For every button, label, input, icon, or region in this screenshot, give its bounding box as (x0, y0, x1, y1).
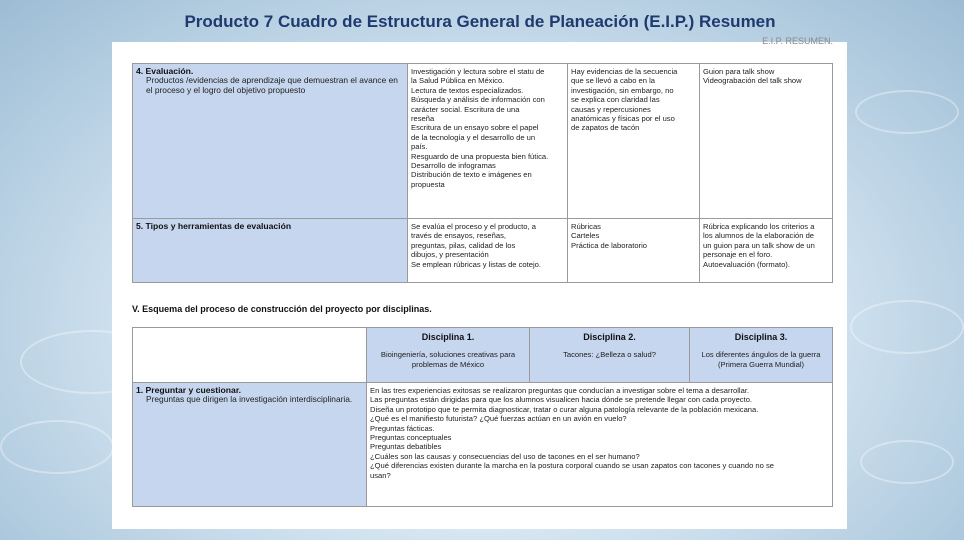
cell-line: propuesta (411, 179, 445, 189)
cell-line: carácter social. Escritura de una (411, 104, 520, 114)
cell-line: Autoevaluación (formato). (703, 259, 790, 269)
discipline-2-desc: Tacones: ¿Belleza o salud? (563, 350, 656, 360)
cell-line: se explica con claridad las (571, 95, 660, 105)
cell-line: Rúbricas (571, 222, 601, 231)
disciplines-table (132, 327, 833, 507)
table-row (133, 64, 833, 219)
cell-line: dibujos, y presentación (411, 250, 489, 260)
cell-line: Carteles (571, 231, 600, 241)
step1-content-cell (367, 383, 833, 507)
empty-cell (133, 328, 367, 383)
cell-line: Rúbrica explicando los criterios a (703, 222, 815, 231)
cell-line: de la tecnología y el desarrollo de un (411, 132, 536, 142)
section-v-title: V. Esquema del proceso de construcción del proyecto por disciplinas. (132, 304, 432, 314)
cell-line: Práctica de laboratorio (571, 240, 647, 250)
evaluation-products-cell (408, 64, 568, 219)
table-row (133, 383, 833, 507)
cell-line: Se emplean rúbricas y listas de cotejo. (411, 259, 542, 269)
cell-line: través de ensayos, reseñas, (411, 231, 506, 241)
cell-line: que se llevó a cabo en la (571, 76, 656, 86)
cell-line: Preguntas debatibles (370, 442, 442, 452)
evaluation-talkshow-cell (700, 64, 833, 219)
cell-line: Escritura de un ensayo sobre el papel (411, 123, 539, 133)
cell-line: país. (411, 142, 428, 152)
evaluation-table (132, 63, 833, 283)
step1-subtext: Preguntas que dirigen la investigación interdisciplinaria. (146, 394, 353, 405)
background-ripple (855, 90, 959, 134)
cell-line: Resguardo de una propuesta bien fútica. (411, 151, 549, 161)
cell-line: preguntas, pilas, calidad de los (411, 240, 516, 250)
discipline-1-desc: Bioingeniería, soluciones creativas para problemas de México (380, 350, 516, 369)
cell-line: Diseña un prototipo que te permita diagnosticar, tratar o curar alguna patología relevante de la población mexicana. (370, 404, 759, 414)
cell-line: causas y repercusiones (571, 104, 651, 114)
cell-line: los alumnos de la elaboración de (703, 231, 815, 241)
evaluation-subtext: Productos /evidencias de aprendizaje que demuestran el avance en el proceso y el logro del objetivo propuesto (146, 75, 398, 95)
cell-line: Búsqueda y análisis de información con (411, 95, 545, 105)
evaluation-tools-heading: 5. Tipos y herramientas de evaluación (136, 221, 292, 231)
step1-heading: 1. Preguntar y cuestionar. (136, 385, 242, 395)
discipline-2-cell (530, 328, 690, 383)
cell-line: Distribución de texto e imágenes en (411, 170, 532, 180)
cell-line: de zapatos de tacón (571, 123, 640, 133)
cell-line: la Salud Pública en México. (411, 76, 505, 86)
cell-line: usan? (370, 470, 391, 480)
cell-line: Investigación y lectura sobre el statu de (411, 67, 545, 76)
discipline-1-cell (367, 328, 530, 383)
cell-line: Guion para talk show (703, 67, 775, 76)
evaluation-tools-rubric-cell (700, 219, 833, 283)
discipline-3-cell (690, 328, 833, 383)
discipline-2-title: Disciplina 2. (583, 332, 636, 342)
discipline-3-title: Disciplina 3. (734, 332, 788, 342)
cell-line: Lectura de textos especializados. (411, 85, 524, 95)
discipline-1-title: Disciplina 1. (421, 332, 475, 342)
evaluation-evidence-cell (568, 64, 700, 219)
cell-line: Desarrollo de infogramas (411, 161, 496, 171)
corner-text: E.I.P. RESUMEN. (762, 36, 833, 46)
evaluation-heading: 4. Evaluación. (136, 66, 194, 76)
document-page (112, 36, 847, 529)
discipline-3-desc: Los diferentes ángulos de la guerra (Primera Guerra Mundial) (701, 350, 821, 369)
step1-heading-cell (133, 383, 367, 507)
background-ripple (0, 420, 114, 474)
cell-line: personaje en el foro. (703, 250, 773, 260)
cell-line: investigación, sin embargo, no (571, 85, 674, 95)
cell-line: ¿Cuáles son las causas y consecuencias del uso de tacones en el ser humano? (370, 451, 640, 461)
slide-title: Producto 7 Cuadro de Estructura General de Planeación (E.I.P.) Resumen (184, 12, 776, 31)
evaluation-tools-process-cell (408, 219, 568, 283)
background-ripple (850, 300, 964, 354)
table-row (133, 328, 833, 383)
cell-line: Las preguntas están dirigidas para que los alumnos visualicen hacia dónde se pretende llegar con cada proyecto. (370, 395, 753, 405)
cell-line: En las tres experiencias exitosas se realizaron preguntas que conducían a investigar sobre el tema a desarrollar. (370, 386, 750, 395)
cell-line: anatómicas y físicas por el uso (571, 114, 675, 124)
cell-line: un guion para un talk show de un (703, 240, 815, 250)
cell-line: Videograbación del talk show (703, 76, 802, 86)
background-ripple (860, 440, 954, 484)
cell-line: Preguntas conceptuales (370, 433, 452, 443)
cell-line: reseña (411, 114, 435, 124)
cell-line: Hay evidencias de la secuencia (571, 67, 678, 76)
evaluation-tools-list-cell (568, 219, 700, 283)
cell-line: Preguntas fácticas. (370, 423, 435, 433)
cell-line: ¿Qué es el manifiesto futurista? ¿Qué fuerzas actúan en un avión en vuelo? (370, 414, 627, 424)
table-row (133, 219, 833, 283)
evaluation-heading-cell (133, 64, 408, 219)
cell-line: ¿Qué diferencias existen durante la marcha en la postura corporal cuando se usan zapatos con tacones y cuando no se (370, 461, 774, 471)
cell-line: Se evalúa el proceso y el producto, a (411, 222, 536, 231)
evaluation-tools-heading-cell (133, 219, 408, 283)
